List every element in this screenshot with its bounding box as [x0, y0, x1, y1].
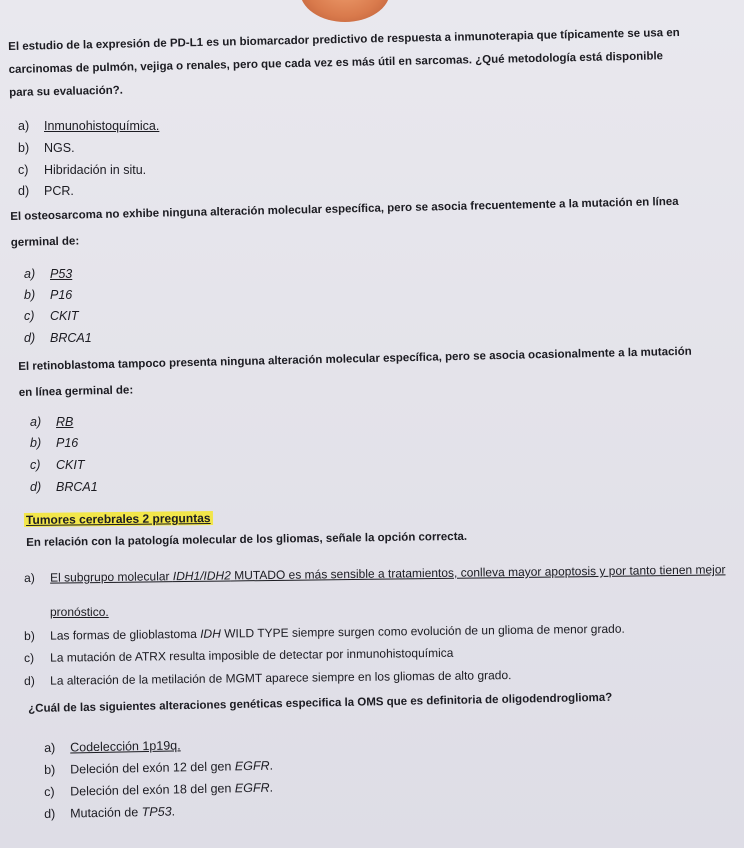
q3-option-a[interactable]: a) RB: [30, 415, 74, 429]
question-2-line-1: El osteosarcoma no exhibe ninguna alteración molecular específica, pero se asocia frecuentemente a la mutación en línea: [10, 195, 679, 223]
question-3-line-1: El retinoblastoma tampoco presenta ninguna alteración molecular específica, pero se asocia ocasionalmente a la mutación: [18, 345, 692, 373]
q1-option-d[interactable]: d) PCR.: [18, 184, 74, 198]
q2-option-b-text: P16: [50, 288, 73, 302]
question-2-line-2: germinal de:: [10, 235, 80, 249]
q1-option-a[interactable]: a) Inmunohistoquímica.: [18, 119, 160, 133]
question-2: [10, 191, 679, 255]
q3-option-b-text: P16: [56, 436, 79, 450]
section-title: Tumores cerebrales 2 preguntas: [25, 511, 211, 527]
q4-option-c[interactable]: c) La mutación de ATRX resulta imposible de detectar por inmunohistoquímica: [24, 645, 454, 665]
question-1-line-3: para su evaluación?.: [9, 84, 124, 99]
q4-option-d[interactable]: d) La alteración de la metilación de MGMT aparece siempre en los gliomas de alto grado.: [24, 668, 512, 688]
q5-option-c[interactable]: c) Deleción del exón 18 del gen EGFR.: [44, 780, 274, 799]
q3-option-c-text: CKIT: [56, 458, 85, 472]
q2-option-c[interactable]: c) CKIT: [24, 309, 79, 323]
q3-option-b[interactable]: b) P16: [30, 436, 79, 450]
q1-option-d-text: PCR.: [44, 184, 74, 198]
q1-option-b-text: NGS.: [44, 141, 75, 155]
q5-option-d[interactable]: d) Mutación de TP53.: [44, 804, 176, 821]
q1-option-c[interactable]: c) Hibridación in situ.: [18, 163, 147, 177]
q2-option-a[interactable]: a) P53: [24, 267, 73, 281]
q2-option-d[interactable]: d) BRCA1: [24, 331, 92, 345]
q1-option-b[interactable]: b) NGS.: [18, 141, 75, 155]
question-3-line-2: en línea germinal de:: [18, 384, 134, 399]
question-4-line: En relación con la patología molecular de los gliomas, señale la opción correcta.: [26, 530, 468, 549]
q2-option-b[interactable]: b) P16: [24, 288, 73, 302]
q5-option-b[interactable]: b) Deleción del exón 12 del gen EGFR.: [44, 758, 274, 777]
question-3: [18, 341, 693, 405]
q2-option-c-text: CKIT: [50, 309, 79, 323]
q3-option-c[interactable]: c) CKIT: [30, 458, 85, 472]
question-1: [8, 22, 681, 105]
q4-option-a-continuation: pronóstico.: [50, 605, 109, 619]
q4-option-b[interactable]: b) Las formas de glioblastoma IDH WILD TYPE siempre surgen como evolución de un glioma de menor grado.: [24, 621, 625, 643]
question-1-line-2: carcinomas de pulmón, vejiga o renales, pero que cada vez es más útil en sarcomas. ¿Qué metodología está disponible: [8, 50, 664, 76]
question-5: [28, 687, 612, 721]
q2-option-d-text: BRCA1: [50, 331, 92, 345]
q1-option-c-text: Hibridación in situ.: [44, 163, 147, 177]
q2-option-a-text: P53: [50, 267, 73, 281]
q3-option-a-text: RB: [56, 415, 74, 429]
q1-option-a-text: Inmunohistoquímica.: [44, 119, 160, 133]
q3-option-d-text: BRCA1: [56, 480, 98, 494]
question-1-line-1: El estudio de la expresión de PD-L1 es un biomarcador predictivo de respuesta a inmunoterapia que típicamente se usa en: [8, 26, 680, 53]
question-4: [26, 526, 467, 555]
question-5-line: ¿Cuál de las siguientes alteraciones genéticas especifica la OMS que es definitoria de oligodendroglioma?: [28, 691, 613, 715]
q4-option-a[interactable]: a) El subgrupo molecular IDH1/IDH2 MUTADO es más sensible a tratamientos, conlleva mayor apoptosis y por tanto tienen mejor: [24, 562, 726, 585]
q3-option-d[interactable]: d) BRCA1: [30, 480, 98, 494]
q5-option-a[interactable]: a) Codelección 1p19q.: [44, 738, 181, 755]
